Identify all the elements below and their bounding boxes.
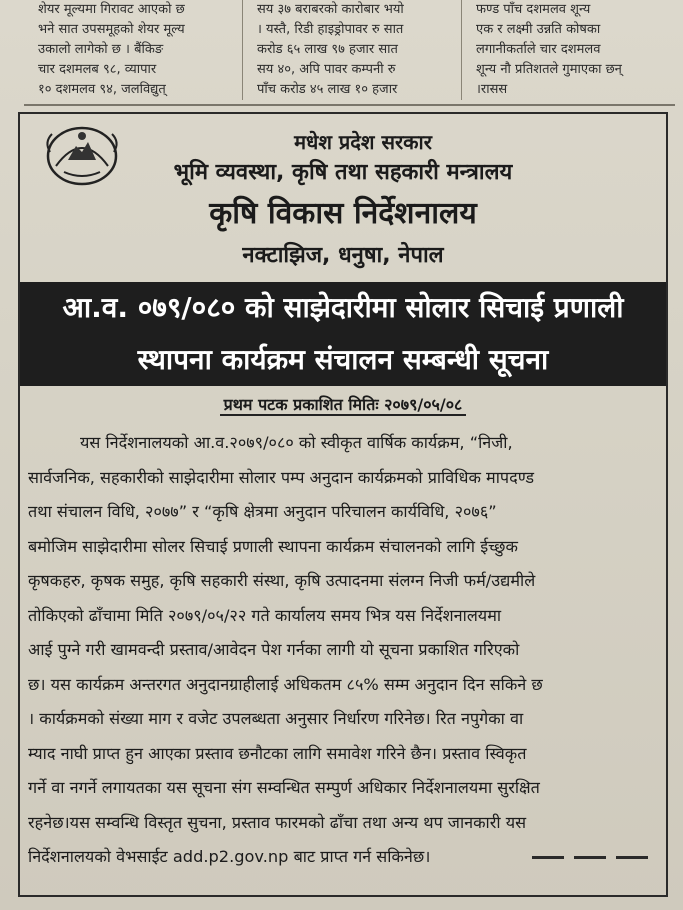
first-published-date <box>20 392 666 418</box>
website-prefix: निर्देशनालयको वेभसाईट <box>28 847 168 866</box>
body-line: यस निर्देशनालयको आ.व.२०७९/०८० को स्वीकृत वार्षिक कार्यक्रम, “निजी, <box>80 433 513 452</box>
body-line: बमोजिम साझेदारीमा सोलर सिचाई प्रणाली स्थापना कार्यक्रम संचालनको लागि ईच्छुक <box>28 536 518 556</box>
body-line: कृषकहरु, कृषक समुह, कृषि सहकारी संस्था, कृषि उत्पादनमा संलग्न निजी फर्म/उद्यमीले <box>28 571 536 590</box>
website-suffix: बाट प्राप्त गर्न सकिनेछ। <box>293 847 431 866</box>
news-line: शेयर मूल्यमा गिरावट आएको छ <box>38 2 185 17</box>
news-line: उकालो लागेको छ । बैंकिङ <box>38 42 164 57</box>
government-notice-box <box>18 112 668 897</box>
news-line: । यस्तै, रिडी हाइड्रोपावर रु सात <box>257 22 404 37</box>
news-line: फण्ड पाँच दशमलव शून्य <box>476 2 591 17</box>
end-dash <box>616 856 648 859</box>
news-line: सय ३७ बराबरको कारोबार भयो <box>257 2 404 17</box>
body-line: रहनेछ।यस सम्वन्धि विस्तृत सुचना, प्रस्ताव फारमको ढाँचा तथा अन्य थप जानकारी यस <box>28 812 527 832</box>
body-line: तोकिएको ढाँचामा मिति २०७९/०५/२२ गते कार्यालय समय भित्र यस निर्देशनालयमा <box>28 605 502 625</box>
notice-body <box>28 426 658 875</box>
news-line: पाँच करोड ४५ लाख १० हजार <box>257 82 398 97</box>
government-name: मधेश प्रदेश सरकार <box>294 130 432 154</box>
end-dash <box>574 856 606 859</box>
notice-title-line-1: आ.व. ०७९/०८० को साझेदारीमा सोलार सिचाई प्रणाली <box>62 291 624 324</box>
office-address: नक्टाझिज, धनुषा, नेपाल <box>242 243 444 268</box>
news-line: ।रासस <box>476 82 508 97</box>
news-line: करोड ६५ लाख ९७ हजार सात <box>257 42 398 57</box>
body-line: आई पुग्ने गरी खामवन्दी प्रस्ताव/आवेदन पेश गर्नका लागी यो सूचना प्रकाशित गरिएको <box>28 640 520 659</box>
news-column-3 <box>461 0 680 100</box>
top-news-columns <box>20 0 680 100</box>
notice-title-banner <box>20 282 666 386</box>
notice-title-line-2: स्थापना कार्यक्रम संचालन सम्बन्धी सूचना <box>137 343 549 376</box>
notice-header <box>20 128 666 274</box>
body-line: तथा संचालन विधि, २०७७” र “कृषि क्षेत्रमा अनुदान परिचालन कार्यविधि, २०७६” <box>28 502 497 521</box>
body-line: । कार्यक्रमको संख्या माग र वजेट उपलब्धता अनुसार निर्धारण गरिनेछ। रित नपुगेका वा <box>28 709 524 728</box>
news-column-2 <box>242 0 461 100</box>
ministry-name: भूमि व्यवस्था, कृषि तथा सहकारी मन्त्रालय <box>173 160 513 185</box>
end-dash <box>532 856 564 859</box>
body-line: सार्वजनिक, सहकारीको साझेदारीमा सोलार पम्प अनुदान कार्यक्रमको प्राविधिक मापदण्ड <box>28 467 535 487</box>
news-line: शून्य नौ प्रतिशतले गुमाएका छन् <box>476 62 622 77</box>
news-line: लगानीकर्ताले चार दशमलव <box>476 42 601 57</box>
body-line: गर्ने वा नगर्ने लगायतका यस सूचना संग सम्वन्धित सम्पुर्ण अधिकार निर्देशनालयमा सुरक्षित <box>28 778 540 797</box>
news-line: एक र लक्ष्मी उन्नति कोषका <box>476 22 601 37</box>
directorate-name: कृषि विकास निर्देशनालय <box>209 196 477 231</box>
news-line: १० दशमलव ९४, जलविद्युत् <box>38 82 166 97</box>
news-line: चार दशमलब ९८, व्यापार <box>38 62 157 77</box>
end-marks <box>532 856 648 859</box>
website-link[interactable]: add.p2.gov.np <box>172 847 289 866</box>
news-line: भने सात उपसमूहको शेयर मूल्य <box>38 22 185 37</box>
column-divider-rule <box>24 104 675 106</box>
body-line: म्याद नाघी प्राप्त हुन आएका प्रस्ताव छनौटका लागि समावेश गरिने छैन। प्रस्ताव स्विकृत <box>28 743 527 763</box>
first-published-text: प्रथम पटक प्रकाशित मितिः २०७९/०५/०८ <box>220 395 467 416</box>
body-line: छ। यस कार्यक्रम अन्तरगत अनुदानग्राहीलाई अधिकतम ८५% सम्म अनुदान दिन सकिने छ <box>28 674 543 694</box>
news-line: सय ४०, अपि पावर कम्पनी रु <box>257 62 396 77</box>
news-column-1 <box>20 0 242 100</box>
